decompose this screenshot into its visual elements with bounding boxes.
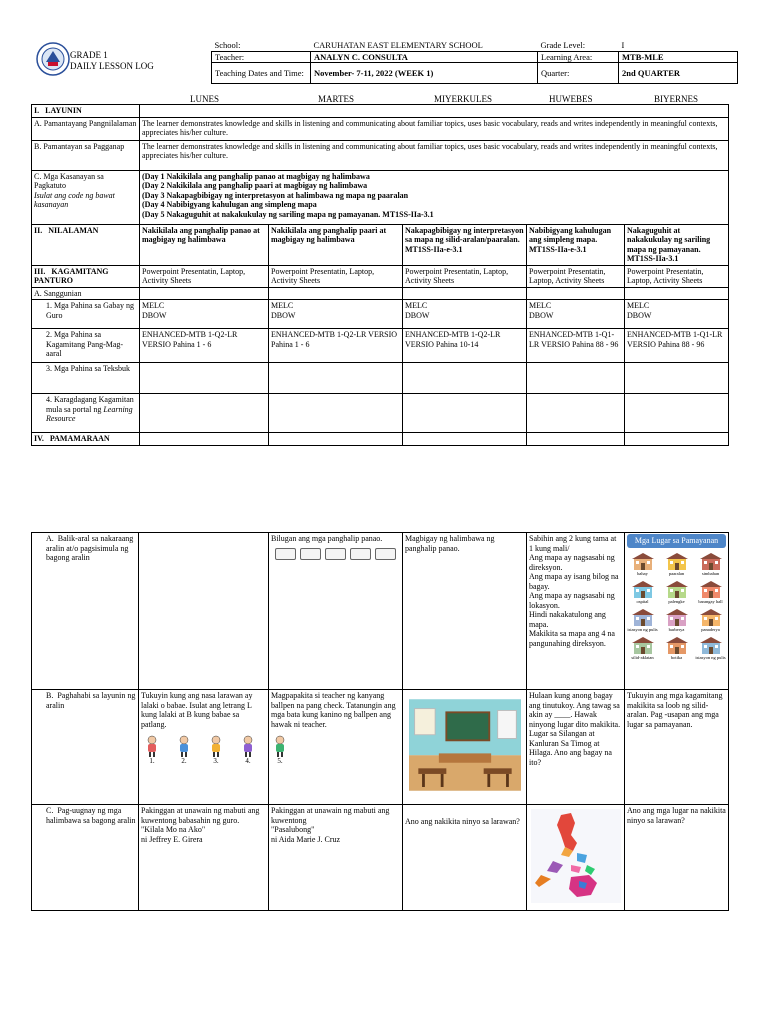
building-icon <box>664 579 690 599</box>
pang-mag-aaral-martes: ENHANCED-MTB 1-Q2-LR VERSIO Pahina 1 - 6 <box>269 329 403 363</box>
row-label-sanggunian: A. Sanggunian <box>32 287 140 300</box>
place-label: istasyon ng pulis <box>627 626 658 632</box>
child-figure <box>207 735 225 767</box>
nilalaman-martes: Nakikilala ang panghalip paari at magbigay ng halimbawa <box>269 224 403 265</box>
pag-uugnay-biyernes: Ano ang mga lugar na nakikita ninyo sa larawan? <box>625 805 729 911</box>
section-pamamaraan: IV. PAMAMARAAN <box>32 433 140 446</box>
word-card <box>275 548 296 560</box>
section-kagamitang-panturo: III. KAGAMITANG PANTURO <box>32 265 140 287</box>
building-icon <box>630 607 656 627</box>
building-icon <box>664 607 690 627</box>
classroom-illustration-icon <box>409 696 521 794</box>
kagamitan-huwebes: Powerpoint Presentatin, Laptop, Activity Sheets <box>527 265 625 287</box>
children-figures <box>143 735 283 767</box>
pag-uugnay-huwebes <box>527 805 625 911</box>
building-icon <box>630 579 656 599</box>
school-value: CARUHATAN EAST ELEMENTARY SCHOOL <box>313 40 483 50</box>
place-label: panaderya <box>701 626 720 632</box>
place-item <box>695 551 726 577</box>
philippine-map-icon <box>531 809 621 903</box>
word-cards <box>275 548 400 560</box>
paghahabi-martes: Magpapakita si teacher ng kanyang ballpen na pang check. Tatanungin ang mga bata kung kanino ng ballpen ang hawak ni teacher. <box>269 690 403 805</box>
pag-uugnay-lunes: Pakinggan at unawain ng mabuti ang kuwentong babasahin ng guro. "Kilala Mo na Ako" ni Jeffrey E. Girera <box>139 805 269 911</box>
row-label-balik-aral: A. Balik-aral sa nakaraang aralin at/o pagsisimula ng bagong aralin <box>32 533 139 690</box>
grade-level-value: I <box>621 40 625 50</box>
section-layunin: I. LAYUNIN <box>32 105 140 118</box>
places-grid <box>627 551 726 661</box>
kasanayan-day-4: (Day 4 Nabibigyang kahulugan ang simpleng mapa <box>142 200 317 209</box>
pang-mag-aaral-huwebes: ENHANCED-MTB 1-Q1-LR VERSIO Pahina 88 - 96 <box>527 329 625 363</box>
poster-title: Mga Lugar sa Pamayanan <box>627 534 726 548</box>
building-icon <box>698 635 724 655</box>
answer-blank: 5. <box>277 757 283 765</box>
paghahabi-lunes <box>139 690 283 805</box>
place-label: bahay <box>637 570 648 576</box>
place-item <box>695 635 726 661</box>
kasanayan-list <box>140 170 729 224</box>
word-card <box>325 548 346 560</box>
child-figure <box>175 735 193 767</box>
child-figure <box>271 735 289 767</box>
row-label-gabay-ng-guro: 1. Mga Pahina sa Gabay ng Guro <box>32 300 140 329</box>
school-label: School: <box>214 40 241 50</box>
teacher-value: ANALYN C. CONSULTA <box>311 51 538 62</box>
pang-mag-aaral-lunes: ENHANCED-MTB 1-Q2-LR VERSIO Pahina 1 - 6 <box>140 329 269 363</box>
paghahabi-miyerkules <box>403 690 527 805</box>
row-label-paghahabi: B. Paghahabi sa layunin ng aralin <box>32 690 139 805</box>
row-label-teksbuk: 3. Mga Pahina sa Teksbuk <box>32 363 140 394</box>
kagamitan-martes: Powerpoint Presentatin, Laptop, Activity Sheets <box>269 265 403 287</box>
paghahabi-huwebes: Hulaan kung anong bagay ang tinutukoy. Ang tawag sa akin ay ____. Hawak ninyong lugar dito makikita. Lugar sa Silangan at Kanluran Sa Timog at Hilaga. Ano ang bagay na ito? <box>527 690 625 805</box>
grade-label: GRADE 1 <box>70 50 108 60</box>
gabay-lunes: MELC DBOW <box>140 300 269 329</box>
day-biyernes: BIYERNES <box>654 94 699 104</box>
kagamitan-miyerkules: Powerpoint Presentatin, Laptop, Activity Sheets <box>403 265 527 287</box>
answer-blank: 1. <box>149 757 155 765</box>
paghahabi-biyernes: Tukuyin ang mga kagamitang makikita sa loob ng silid-aralan. Pag -usapan ang mga lugar sa pamayanan. <box>625 690 729 805</box>
procedure-table <box>31 532 729 911</box>
place-item <box>695 579 726 605</box>
place-label: barangay hall <box>698 598 723 604</box>
paghahabi-lunes-text: Tukuyin kung ang nasa larawan ay lalaki o babae. Isulat ang letrang L kung lalaki at B kung babae sa patlang. <box>141 691 253 729</box>
learning-area-label: Learning Area: <box>538 51 619 62</box>
building-icon <box>698 607 724 627</box>
word-card <box>300 548 321 560</box>
balik-aral-martes-text: Bilugan ang mga panghalip panao. <box>271 534 383 543</box>
building-icon <box>698 551 724 571</box>
kasanayan-day-1: (Day 1 Nakikilala ang panghalip panao at magbigay ng halimbawa <box>142 171 370 181</box>
gabay-martes: MELC DBOW <box>269 300 403 329</box>
nilalaman-miyerkules: Nakapagbibigay ng interpretasyon sa mapa ng silid-aralan/paaralan. MT1SS-IIa-e-3.1 <box>403 224 527 265</box>
answer-blank: 4. <box>245 757 251 765</box>
row-label-pamantayang-pangnilalaman: A. Pamantayang Pangnilalaman <box>32 117 140 140</box>
place-item <box>627 551 658 577</box>
pag-uugnay-miyerkules-text: Ano ang nakikita ninyo sa larawan? <box>405 817 520 826</box>
pamantayan-sa-pagganap-text: The learner demonstrates knowledge and skills in listening and communicating about familiar topics, uses basic vocabulary, reads and writes independently in meaningful contexts, appreciates his/her culture. <box>140 140 729 170</box>
objectives-table <box>31 104 729 446</box>
learning-area-value: MTB-MLE <box>619 51 738 62</box>
building-icon <box>664 635 690 655</box>
row-label-pamantayan-sa-pagganap: B. Pamantayan sa Pagganap <box>32 140 140 170</box>
dates-label: Teaching Dates and Time: <box>212 62 311 83</box>
balik-aral-biyernes <box>625 533 729 690</box>
nilalaman-biyernes: Nakaguguhit at nakakukulay ng sariling mapa ng pamayanan. MT1SS-IIa-3.1 <box>625 224 729 265</box>
balik-aral-martes <box>269 533 403 690</box>
deped-seal-icon <box>36 42 70 76</box>
day-martes: MARTES <box>318 94 354 104</box>
building-icon <box>698 579 724 599</box>
pag-uugnay-martes: Pakinggan at unawain ng mabuti ang kuwentong "Pasalubong" ni Aida Marie J. Cruz <box>269 805 403 911</box>
place-label: barberya <box>668 626 685 632</box>
child-icon <box>239 735 257 757</box>
balik-aral-miyerkules: Magbigay ng halimbawa ng panghalip panao. <box>403 533 527 690</box>
place-item <box>627 579 658 605</box>
pang-mag-aaral-biyernes: ENHANCED-MTB 1-Q1-LR VERSIO Pahina 88 - 96 <box>625 329 729 363</box>
row-label-kagamitang-pang-mag-aaral: 2. Mga Pahina sa Kagamitang Pang-Mag-aaral <box>32 329 140 363</box>
place-item <box>661 551 692 577</box>
child-icon <box>143 735 161 757</box>
teacher-label: Teacher: <box>212 51 311 62</box>
nilalaman-lunes: Nakikilala ang panghalip panao at magbigay ng halimbawa <box>140 224 269 265</box>
day-huwebes: HUWEBES <box>549 94 593 104</box>
day-lunes: LUNES <box>190 94 219 104</box>
grade-level-label: Grade Level: <box>540 40 586 50</box>
word-card <box>375 548 396 560</box>
child-figure <box>143 735 161 767</box>
place-item <box>627 607 658 633</box>
log-title: DAILY LESSON LOG <box>70 61 154 71</box>
row-label-karagdagang-kagamitan: 4. Karagdagang Kagamitan mula sa portal ng Learning Resource <box>32 394 140 433</box>
kasanayan-day-5: (Day 5 Nakaguguhit at nakakukulay ng sariling mapa ng pamayanan. MT1SS-IIa-3.1 <box>142 209 434 219</box>
header <box>0 0 768 92</box>
child-figure <box>239 735 257 767</box>
place-item <box>661 579 692 605</box>
answer-blank: 2. <box>181 757 187 765</box>
building-icon <box>630 551 656 571</box>
nilalaman-huwebes: Nabibigyang kahulugan ang simpleng mapa. MT1SS-IIa-e-3.1 <box>527 224 625 265</box>
child-icon <box>271 735 289 757</box>
gabay-huwebes: MELC DBOW <box>527 300 625 329</box>
child-icon <box>175 735 193 757</box>
word-card <box>350 548 371 560</box>
place-item <box>661 635 692 661</box>
place-label: silid-aklatan <box>631 654 654 660</box>
section-nilalaman: II. NILALAMAN <box>32 224 140 265</box>
quarter-label: Quarter: <box>538 62 619 83</box>
place-label: palengke <box>668 598 685 604</box>
answer-blank: 3. <box>213 757 219 765</box>
place-item <box>627 635 658 661</box>
place-item <box>661 607 692 633</box>
child-icon <box>207 735 225 757</box>
day-miyerkules: MIYERKULES <box>434 94 492 104</box>
place-item <box>695 607 726 633</box>
dates-value: November- 7-11, 2022 (WEEK 1) <box>311 62 538 83</box>
pamayanan-poster <box>627 534 726 661</box>
pang-mag-aaral-miyerkules: ENHANCED-MTB 1-Q2-LR VERSIO Pahina 10-14 <box>403 329 527 363</box>
building-icon <box>630 635 656 655</box>
quarter-value: 2nd QUARTER <box>619 62 738 83</box>
grade-title <box>70 50 154 72</box>
kagamitan-biyernes: Powerpoint Presentatin, Laptop, Activity Sheets <box>625 265 729 287</box>
row-label-kasanayan: C. Mga Kasanayan sa Pagkatuto Isulat ang code ng bawat kasanayan <box>32 170 140 224</box>
kasanayan-sub: Isulat ang code ng bawat kasanayan <box>34 190 115 209</box>
gabay-biyernes: MELC DBOW <box>625 300 729 329</box>
pamantayang-pangnilalaman-text: The learner demonstrates knowledge and skills in listening and communicating about familiar topics, uses basic vocabulary, reads and writes independently in meaningful contexts, appreciates his/her culture. <box>140 117 729 140</box>
balik-aral-huwebes: Sabihin ang 2 kung tama at 1 kung mali/ Ang mapa ay nagsasabi ng direksyon. Ang mapa ay isang bilog na bagay. Ang mapa ay nagsasabi ng lokasyon. Hindi nakakatulong ang mapa. Makikita sa mapa ang 4 na pangunahing direksyon. <box>527 533 625 690</box>
place-label: simbahan <box>701 570 720 576</box>
pag-uugnay-miyerkules <box>403 805 527 911</box>
meta-table <box>211 40 738 84</box>
kagamitan-lunes: Powerpoint Presentatin, Laptop, Activity Sheets <box>140 265 269 287</box>
row-label-pag-uugnay: C. Pag-uugnay ng mga halimbawa sa bagong aralin <box>32 805 139 911</box>
kasanayan-day-2: (Day 2 Nakikilala ang panghalip paari at magbigay ng halimbawa <box>142 181 368 190</box>
kasanayan-day-3: (Day 3 Nakapagbibigay ng interpretasyon at halimbawa ng mapa ng paaralan <box>142 190 409 200</box>
building-icon <box>664 551 690 571</box>
place-label: ospital <box>636 598 649 604</box>
place-label: botika <box>670 654 683 660</box>
place-label: istasyon ng pulis <box>695 654 726 660</box>
place-label: paaralan <box>668 570 685 576</box>
gabay-miyerkules: MELC DBOW <box>403 300 527 329</box>
